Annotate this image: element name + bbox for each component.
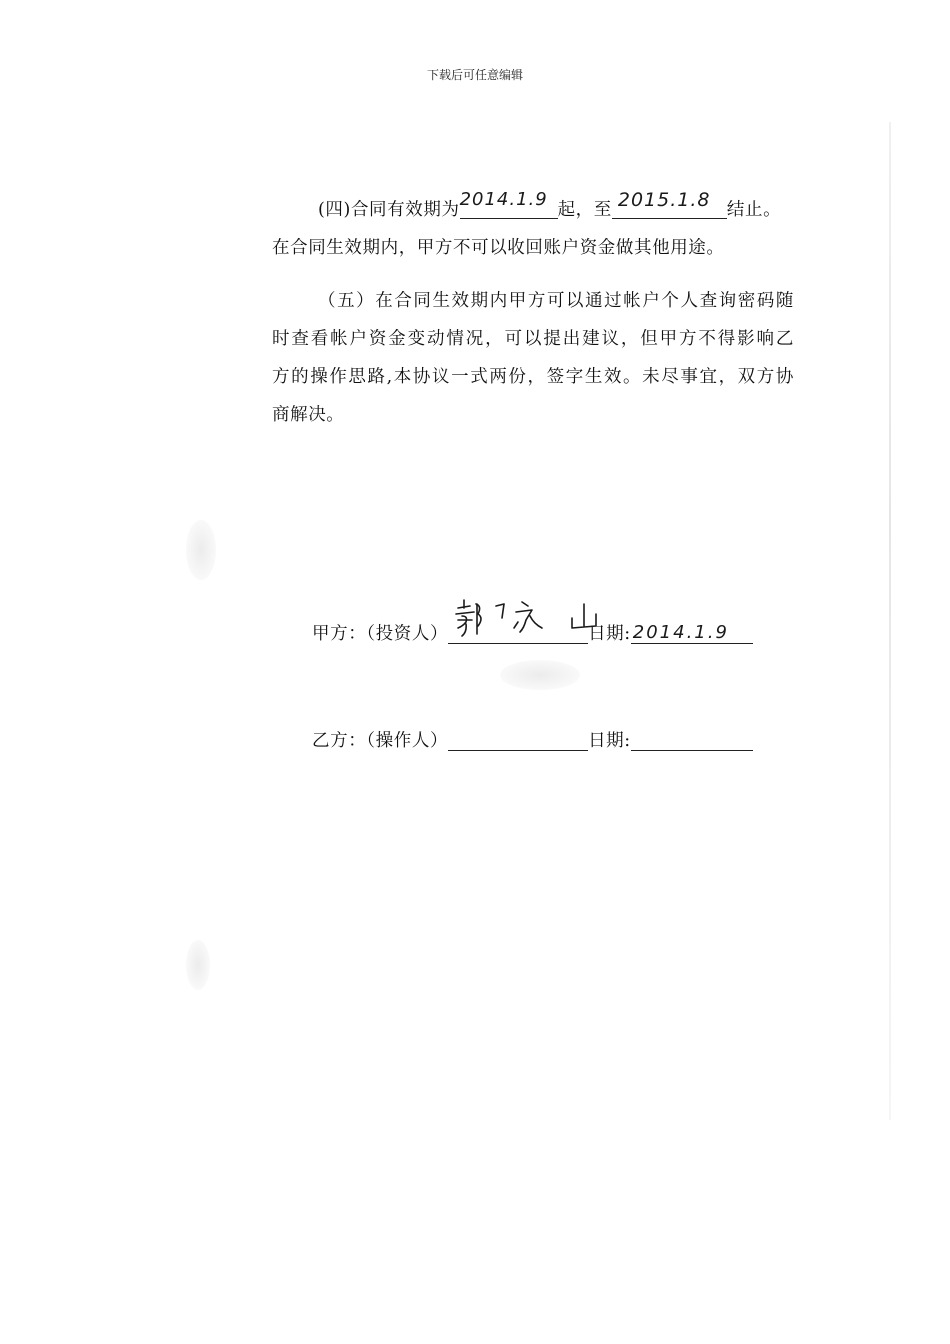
party-a-date-field bbox=[631, 621, 753, 644]
party-a-date-handwritten: 2014.1.9 bbox=[632, 622, 729, 643]
clause-5-line: 方的操作思路,本协议一式两份，签字生效。未尽事宜，双方协 bbox=[272, 367, 794, 387]
clause-5-line: 时查看帐户资金变动情况，可以提出建议，但甲方不得影响乙 bbox=[272, 329, 794, 349]
clause-4-middle: 起，至 bbox=[557, 200, 612, 220]
clause-4 bbox=[272, 191, 794, 267]
party-b-row bbox=[312, 727, 753, 752]
scan-smudge bbox=[500, 660, 580, 690]
clause-4-line-1 bbox=[272, 191, 794, 229]
scan-smudge bbox=[186, 940, 210, 990]
clause-5-line: 商解决。 bbox=[272, 405, 345, 425]
party-b-signature-field bbox=[448, 728, 588, 751]
end-date-handwritten: 2015.1.8 bbox=[617, 189, 711, 211]
party-a-label: 甲方：（投资人） bbox=[312, 624, 449, 644]
party-b-date-label: 日期: bbox=[588, 731, 631, 751]
end-date-field bbox=[612, 189, 727, 219]
clause-4-suffix: 结止。 bbox=[726, 200, 782, 220]
page-header: 下载后可任意编辑 bbox=[426, 68, 523, 82]
scan-smudge bbox=[186, 520, 216, 580]
clause-4-line-2: 在合同生效期内，甲方不可以收回账户资金做其他用途。 bbox=[272, 238, 725, 258]
party-a-date-label: 日期: bbox=[588, 624, 631, 644]
party-b-label: 乙方：（操作人） bbox=[312, 731, 449, 751]
clause-5-line: （五）在合同生效期内甲方可以通过帐户个人查询密码随 bbox=[318, 291, 794, 311]
start-date-handwritten: 2014.1.9 bbox=[459, 189, 548, 210]
clause-5 bbox=[272, 282, 794, 434]
start-date-field bbox=[459, 189, 558, 219]
scan-page-edge bbox=[889, 122, 891, 1120]
party-b-date-field bbox=[631, 728, 753, 751]
party-a-signature-handwriting bbox=[452, 596, 612, 646]
clause-4-prefix: (四)合同有效期为 bbox=[318, 200, 460, 220]
